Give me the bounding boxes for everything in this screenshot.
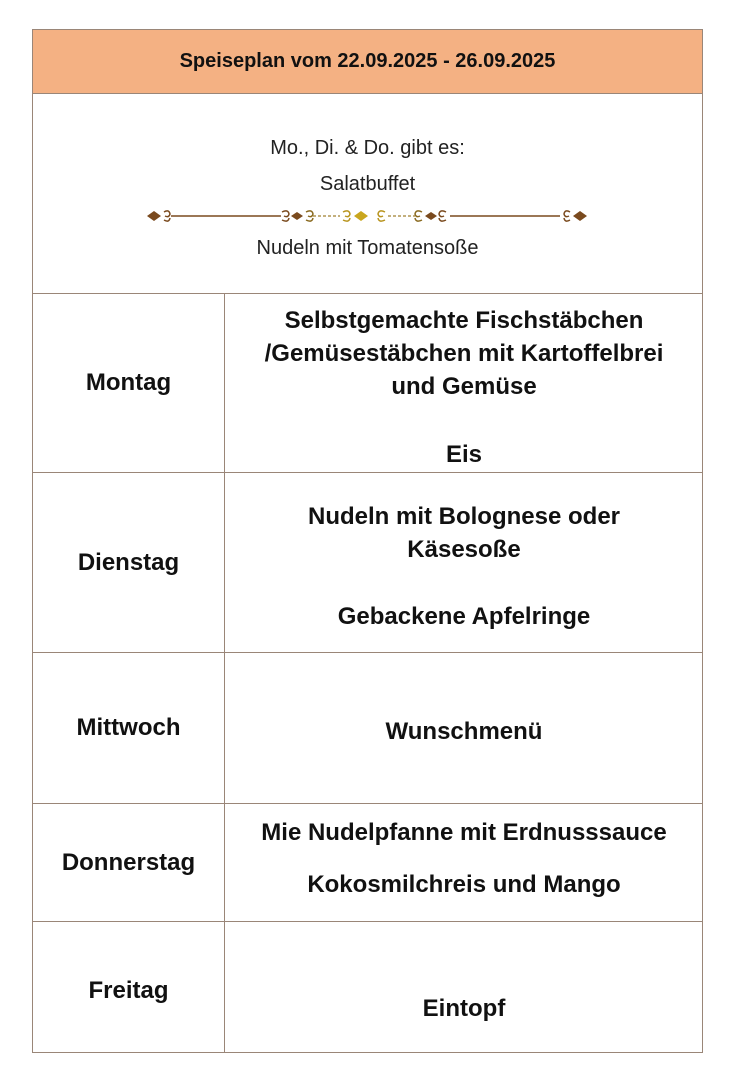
meal-main-line: Eintopf: [422, 995, 506, 1022]
meal-main-line: /Gemüsestäbchen mit Kartoffelbrei: [264, 340, 664, 367]
day-label: Donnerstag: [33, 804, 225, 921]
meal-dessert: Eis: [445, 441, 483, 468]
menu-title: Speiseplan vom 22.09.2025 - 26.09.2025: [33, 30, 702, 94]
meal-cell: [226, 473, 702, 652]
meal-cell: [226, 804, 702, 921]
meal-cell: [226, 922, 702, 1052]
day-row-friday: [33, 922, 702, 1052]
day-row-tuesday: [33, 473, 702, 653]
info-intro: Mo., Di. & Do. gibt es:: [270, 137, 465, 159]
meal-dessert: Kokosmilchreis und Mango: [307, 871, 621, 898]
info-item-salad: Salatbuffet: [319, 173, 416, 195]
day-row-thursday: [33, 804, 702, 922]
day-label: Montag: [33, 294, 225, 472]
meal-cell: [226, 653, 702, 803]
meal-main-line: Nudeln mit Bolognese oder: [307, 503, 621, 530]
day-label: Dienstag: [33, 473, 225, 652]
meal-main-line: Wunschmenü: [385, 718, 543, 745]
meal-cell: [226, 294, 702, 472]
meal-dessert: Gebackene Apfelringe: [337, 603, 591, 630]
day-label: Freitag: [33, 922, 225, 1052]
meal-main-line: und Gemüse: [391, 373, 537, 400]
day-row-wednesday: [33, 653, 702, 804]
day-row-monday: [33, 294, 702, 473]
menu-table: [32, 29, 703, 1053]
info-item-pasta: Nudeln mit Tomatensoße: [256, 237, 479, 259]
info-box: [33, 94, 702, 294]
meal-main-line: Käsesoße: [407, 536, 521, 563]
meal-main-line: Mie Nudelpfanne mit Erdnusssauce: [261, 819, 667, 846]
meal-main-line: Selbstgemachte Fischstäbchen: [284, 307, 644, 334]
day-label: Mittwoch: [33, 653, 225, 803]
ornamental-divider-icon: [145, 206, 590, 226]
